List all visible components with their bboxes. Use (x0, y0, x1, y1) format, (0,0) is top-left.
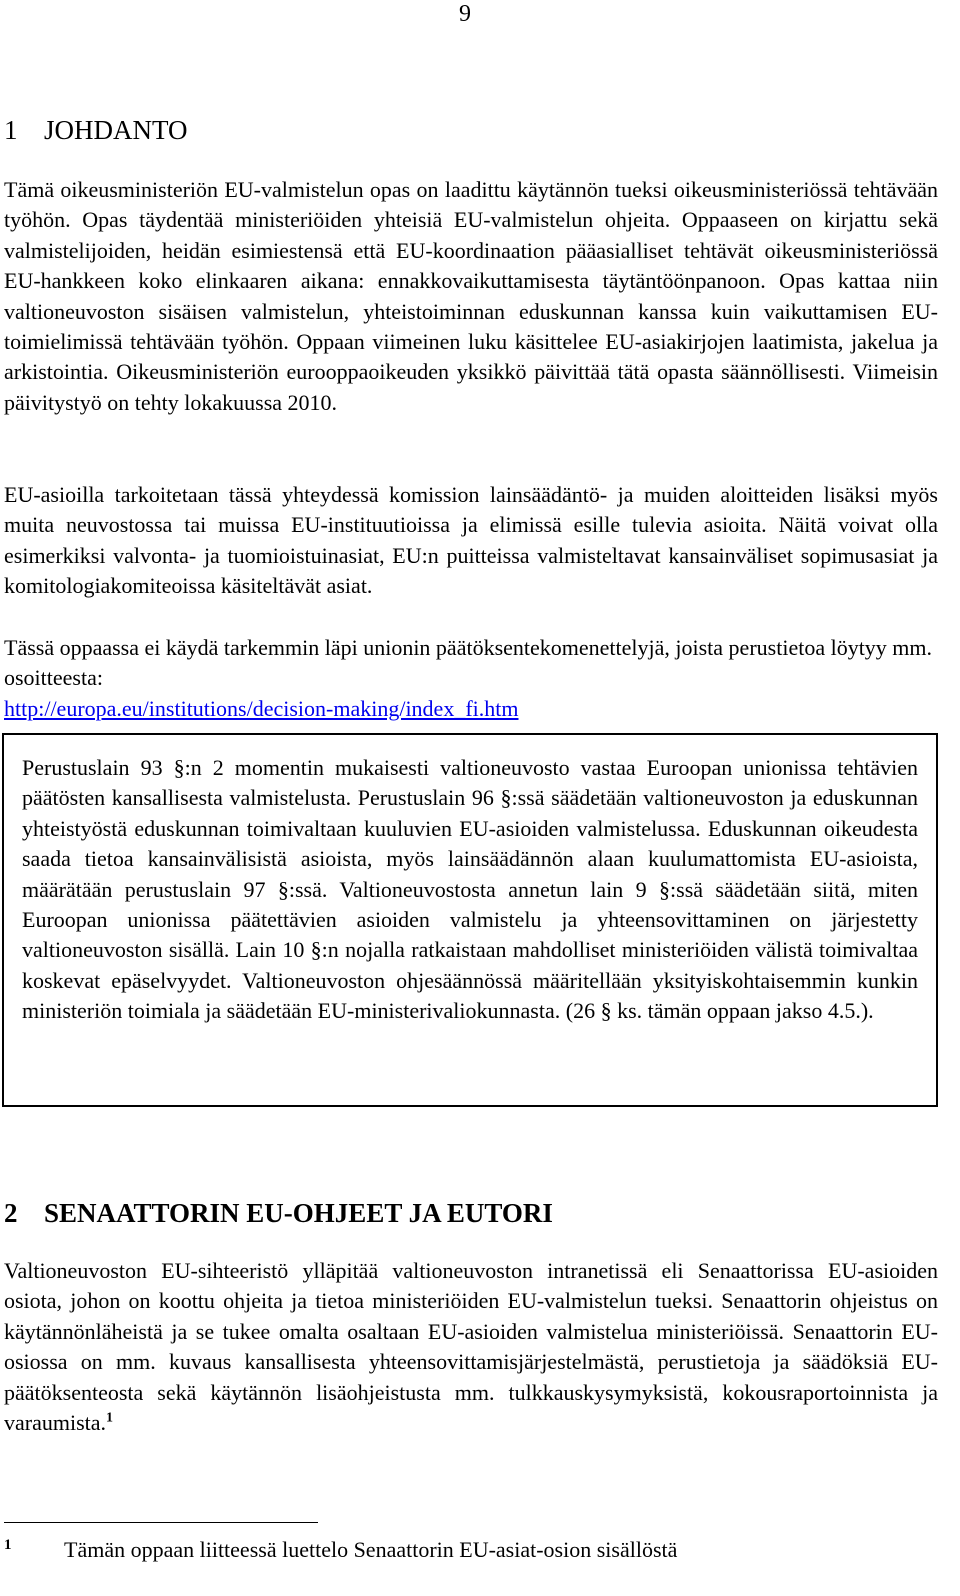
footnote-divider (4, 1522, 318, 1523)
page-number: 9 (459, 1, 471, 27)
legal-basis-box (2, 733, 938, 1107)
section-1-title: JOHDANTO (44, 115, 188, 145)
decision-making-paragraph (4, 633, 938, 724)
section-2-heading (4, 1197, 553, 1229)
footnote (4, 1535, 677, 1565)
section-2-number: 2 (4, 1198, 18, 1228)
decision-making-text: Tässä oppaassa ei käydä tarkemmin läpi unionin päätöksentekomenettelyjä, joista perustietoa löytyy mm. osoitteesta: (4, 635, 933, 691)
intro-paragraph: Tämä oikeusministeriön EU-valmistelun opas on laadittu käytännön tueksi oikeusministeriössä tehtävään työhön. Opas täydentää ministeriöiden yhteisiä EU-valmistelun ohjeita. Oppaaseen on kirjattu sekä valmistelijoiden, heidän esimiestensä että EU-koordinaation pääasialliset tehtävät oikeusministeriössä EU-hankkeen koko elinkaaren aikana: ennakkovaikuttamisesta täytäntöönpanoon. Opas kattaa niin valtioneuvoston sisäisen valmistelun, yhteistoiminnan eduskunnan kanssa kuin vaikuttamisen EU-toimielimissä tehtävään työhön. Oppaan viimeinen luku käsittelee EU-asiakirjojen laatimista, jakelua ja arkistointia. Oikeusministeriön eurooppaoikeuden yksikkö päivittää tätä opasta säännöllisesti. Viimeisin päivitystyö on tehty lokakuussa 2010. (4, 177, 938, 415)
eu-matters-paragraph: EU-asioilla tarkoitetaan tässä yhteydessä komission lainsäädäntö- ja muiden aloitteiden lisäksi myös muita neuvostossa tai muissa EU-instituutioissa ja elimissä esille tulevia asioita. Näitä voivat olla esimerkiksi valvonta- ja tuomioistuinasiat, EU:n puitteissa valmisteltavat kansainväliset sopimusasiat ja komitologiakomiteoissa käsiteltävät asiat. (4, 482, 938, 599)
section-1-number: 1 (4, 115, 18, 145)
senaattori-paragraph (4, 1256, 938, 1438)
footnote-reference[interactable]: 1 (106, 1410, 114, 1426)
europa-link[interactable]: http://europa.eu/institutions/decision-making/index_fi.htm (4, 695, 519, 721)
legal-basis-text: Perustuslain 93 §:n 2 momentin mukaisesti valtioneuvosto vastaa Euroopan unionissa tehtävien päätösten kansallisesta valmistelusta. Perustuslain 96 §:ssä säädetään valtioneuvoston ja eduskunnan yhteistyöstä eduskunnan toimivaltaan kuuluvien EU-asioiden valmistelussa. Eduskunnan oikeudesta saada tietoa kansainvälisistä asioista, myös lainsäädännön alaan kuulumattomista EU-asioista, määrätään perustuslain 97 §:ssä. Valtioneuvostosta annetun lain 9 §:ssä säädetään siitä, miten Euroopan unionissa päätettävien asioiden valmistelu ja yhteensovittaminen on järjestetty valtioneuvoston sisällä. Lain 10 §:n nojalla ratkaistaan mahdolliset ministeriöiden välistä toimivaltaa koskevat epäselvyydet. Valtioneuvoston ohjesäännössä määritellään yksityiskohtaisemmin kunkin ministeriön toimiala ja säädetään EU-ministerivaliokunnasta. (26 § ks. tämän oppaan jakso 4.5.). (22, 755, 918, 1024)
footnote-number: 1 (4, 1537, 12, 1553)
section-1-heading (4, 114, 188, 146)
section-2-title: SENAATTORIN EU-OHJEET JA EUTORI (44, 1198, 553, 1228)
senaattori-text: Valtioneuvoston EU-sihteeristö ylläpitää valtioneuvoston intranetissä eli Senaattorissa EU-asioiden osiota, johon on koottu ohjeita ja tietoa ministeriöiden EU-valmistelun tueksi. Senaattorin ohjeistus on käytännönläheistä ja se tukee omalta osaltaan EU-asioiden valmistelua ministeriöissä. Senaattorin EU-osiossa on mm. kuvaus kansallisesta yhteensovittamisjärjestelmästä, perustietoja ja säädöksiä EU-päätöksenteosta sekä käytännön lisäohjeistusta mm. tulkkauskysymyksistä, kokousraportoinnista ja varaumista. (4, 1258, 938, 1436)
footnote-text: Tämän oppaan liitteessä luettelo Senaattorin EU-asiat-osion sisällöstä (64, 1537, 678, 1562)
